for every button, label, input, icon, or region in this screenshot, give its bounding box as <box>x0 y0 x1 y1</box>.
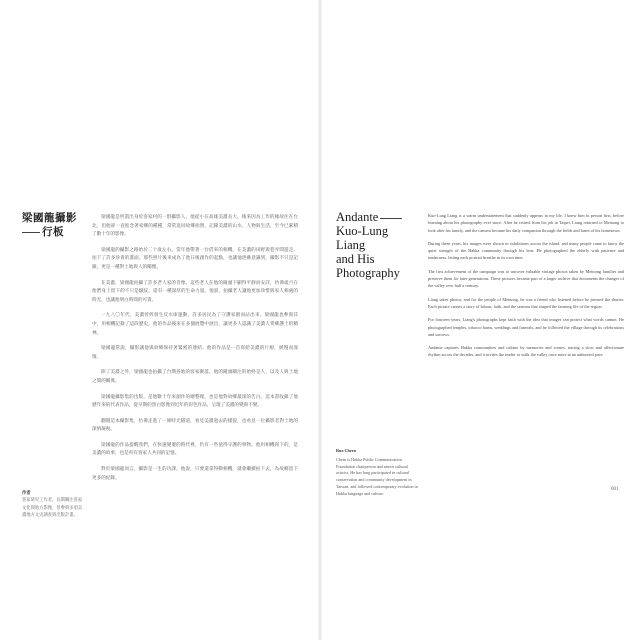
english-title-line-1: Andante <box>336 210 379 224</box>
chinese-author-note <box>22 490 84 520</box>
english-body-text <box>428 212 624 365</box>
english-paragraph: Kuo-Lung Liang is a warm understatement that suddenly appears in my life. I knew him in person first, before learning about his photography ever since. After he retired from his job in Taipei, Liang returned to Meinong to look after his family, and the camera became his daily companion through the fields and lanes of his hometown. <box>428 213 624 233</box>
page-number: 001 <box>611 487 619 492</box>
chinese-paragraph: 翻開這本攝影集，彷彿走進了一條時光隧道，看見美濃過去的樣貌，也看見一位攝影者對土地的深情凝視。 <box>92 418 298 433</box>
english-paragraph: The first achievement of the campaign was to uncover valuable vintage photos taken by Meinong families and preserve them for later generations. These pictures became part of a larger archive that documents the changes of the valley over half a century. <box>428 268 624 289</box>
author-name: Ruo Chern <box>336 448 356 453</box>
english-paragraph: Liang takes photos, and for the people of Meinong, he was a friend who listened before he pressed the shutter. Each picture carries a story of labour, faith, and the seasons that shaped the farming life of the region. <box>428 296 624 309</box>
chinese-paragraph: 梁國龍的攝影之路始於二十歲左右。當年他帶著一台借來的相機，在美濃的田野與巷弄間遊走，拍下了許多珍貴的畫面。那些照片後來成為了他日後創作的起點，也讓他逐漸意識到，攝影不只是記錄，更是一種對土地與人的關懷。 <box>92 247 298 270</box>
chinese-title-line-1: 梁國龍攝影 <box>22 212 77 224</box>
chinese-paragraph: 除了美濃之外，梁國龍也拍攝了台灣各地的客家聚落。他的鏡頭關注的始終是人，以及人與土地之間的關係。 <box>92 370 298 384</box>
chinese-paragraph: 梁國龍的作品提醒我們，在快速變遷的時代裡，仍有一些值得守護的事物。他用相機寫下的，是美濃的故事，也是所有客家人共同的記憶。 <box>92 442 298 457</box>
title-dash-rule <box>22 232 40 233</box>
chinese-title <box>22 211 80 239</box>
english-paragraph: During these years, his images were shown in exhibitions across the island, and many people came to know the quiet strength of the Hakka community through his lens. He photographed the elderly with patience and tenderness, letting each portrait breathe in its own time. <box>428 240 624 261</box>
chinese-paragraph: 梁國龍是所謂出身於客家村的一群攝影人。他從小在高雄美濃長大，後來因為工作的緣故住在台北，但他卻一直惦念著家鄉的種種，常常返回故鄉拍照，記錄美濃的山水、人物與生活，至今已累積了數十年的影像。 <box>92 215 298 238</box>
title-rule <box>380 218 402 219</box>
left-page <box>0 0 318 640</box>
chinese-note-label: 作者 <box>22 491 31 496</box>
english-paragraph: For fourteen years, Liang's photographs kept faith with the idea that images can protect what words cannot. He photographed temples, tobacco barns, weddings and funerals, and he followed the village through its celebrations and sorrows. <box>428 317 624 337</box>
chinese-paragraph: 梁國龍攝影集的出版，是他數十年來創作的總整理，也是他對故鄉最深的告白。這本書收錄了他歷年來的代表作品，從早期的黑白影像到近年的彩色作品，呈現了美濃的變與不變。 <box>92 394 298 409</box>
chinese-paragraph: 在美濃，梁國龍拍攝了許多老人家的肖像。這些老人在他的鏡頭下顯得平靜而安詳，彷彿歲月在他們身上留下的不只是皺紋，還有一種深厚的生命力量。他說，拍攝老人讓他更加珍惜與家人相處的時光，也讓他明白時間的可貴。 <box>92 280 298 303</box>
english-title-line-3: and His <box>336 252 375 266</box>
english-title <box>336 210 416 280</box>
chinese-note-text: 客家研究工作者，長期關注客家文化與地方影像，曾參與多項美濃地方文史調查與出版計畫。 <box>22 498 83 519</box>
english-title-line-2: Kuo-Lung Liang <box>336 224 389 252</box>
chinese-paragraph: 梁國龍常說，攝影讓他與故鄉保持著緊密的連結。他的作品是一首寫給美濃的行板，緩慢而深情。 <box>92 346 298 360</box>
chinese-title-line-2: 行板 <box>42 226 64 238</box>
author-bio: Chern is Hakka Public Communication Foundation chairperson and senior cultural activist. He has long participated in cultural conservation and community development in Taiwan, and followed contemporary evolution in Hakka language and culture. <box>336 456 418 496</box>
chinese-paragraph: 一九八〇年代，美濃曾經發生反水庫運動，許多居民為了守護家園而站出來。梁國龍也參與其中，用相機記錄了這段歷史。他的作品後來在多個展覽中展出，讓更多人認識了美濃人愛鄉護土的精神。 <box>92 313 298 336</box>
author-bio-block <box>336 448 420 498</box>
right-page <box>322 0 640 640</box>
english-paragraph: Andante captures Hakka communities and culture by memories and scenes, tracing a slow and affectionate rhythm across the decades, and it invites the reader to walk the valley once more at an unhurried pace. <box>428 345 624 358</box>
chinese-body-text <box>92 214 298 490</box>
chinese-paragraph: 對於梁國龍而言，攝影是一生的功課。他說，只要還拿得動相機，就會繼續拍下去，為故鄉留下更多的紀錄。 <box>92 467 298 481</box>
english-title-line-4: Photography <box>336 266 400 280</box>
